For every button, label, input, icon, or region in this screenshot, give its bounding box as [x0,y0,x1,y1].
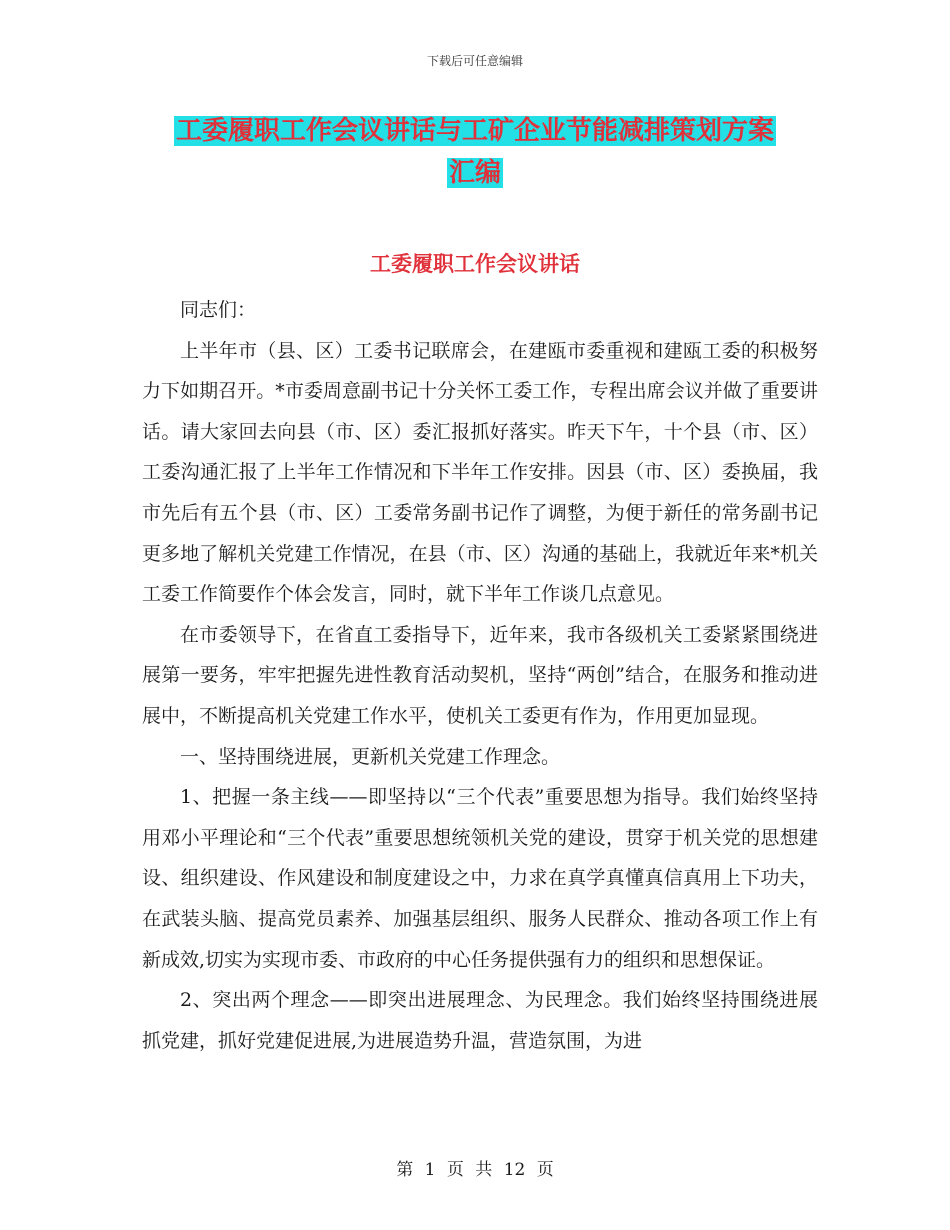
paragraph: 在市委领导下，在省直工委指导下，近年来，我市各级机关工委紧紧围绕进展第一要务，牢牢把握先进性教育活动契机，坚持“两创”结合，在服务和推动进展中，不断提高机关党建工作水平，使机关工委更有作为，作用更加显现。 [142,623,818,727]
document-title-line-2: 汇编 [448,158,501,188]
paragraph: 2、突出两个理念——即突出进展理念、为民理念。我们始终坚持围绕进展抓党建，抓好党建促进展,为进展造势升温，营造氛围，为进 [142,989,818,1052]
section-title: 工委履职工作会议讲话 [370,251,580,276]
paragraph: 1、把握一条主线——即坚持以“三个代表”重要思想为指导。我们始终坚持用邓小平理论和“三个代表”重要思想统领机关党的建设，贯穿于机关党的思想建设、组织建设、作风建设和制度建设之中，力求在真学真懂真信真用上下功夫，在武装头脑、提高党员素养、加强基层组织、服务人民群众、推动各项工作上有新成效,切实为实现市委、市政府的中心任务提供强有力的组织和思想保证。 [142,786,818,971]
header-note: 下载后可任意编辑 [426,54,523,68]
page-number: 第 1 页 共 12 页 [396,1160,554,1180]
paragraph: 上半年市（县、区）工委书记联席会，在建瓯市委重视和建瓯工委的积极努力下如期召开。*市委周意副书记十分关怀工委工作，专程出席会议并做了重要讲话。请大家回去向县（市、区）委汇报抓好落实。昨天下午，十个县（市、区）工委沟通汇报了上半年工作情况和下半年工作安排。因县（市、区）委换届，我市先后有五个县（市、区）工委常务副书记作了调整，为便于新任的常务副书记更多地了解机关党建工作情况，在县（市、区）沟通的基础上，我就近年来*机关工委工作简要作个体会发言，同时，就下半年工作谈几点意见。 [142,339,818,606]
document-title [0,110,950,194]
paragraph-salutation: 同志们： [180,299,257,321]
body-text [142,290,818,1061]
document-title-line-1: 工委履职工作会议讲话与工矿企业节能减排策划方案 [175,116,774,146]
paragraph-heading: 一、坚持围绕进展，更新机关党建工作理念。 [180,745,561,768]
